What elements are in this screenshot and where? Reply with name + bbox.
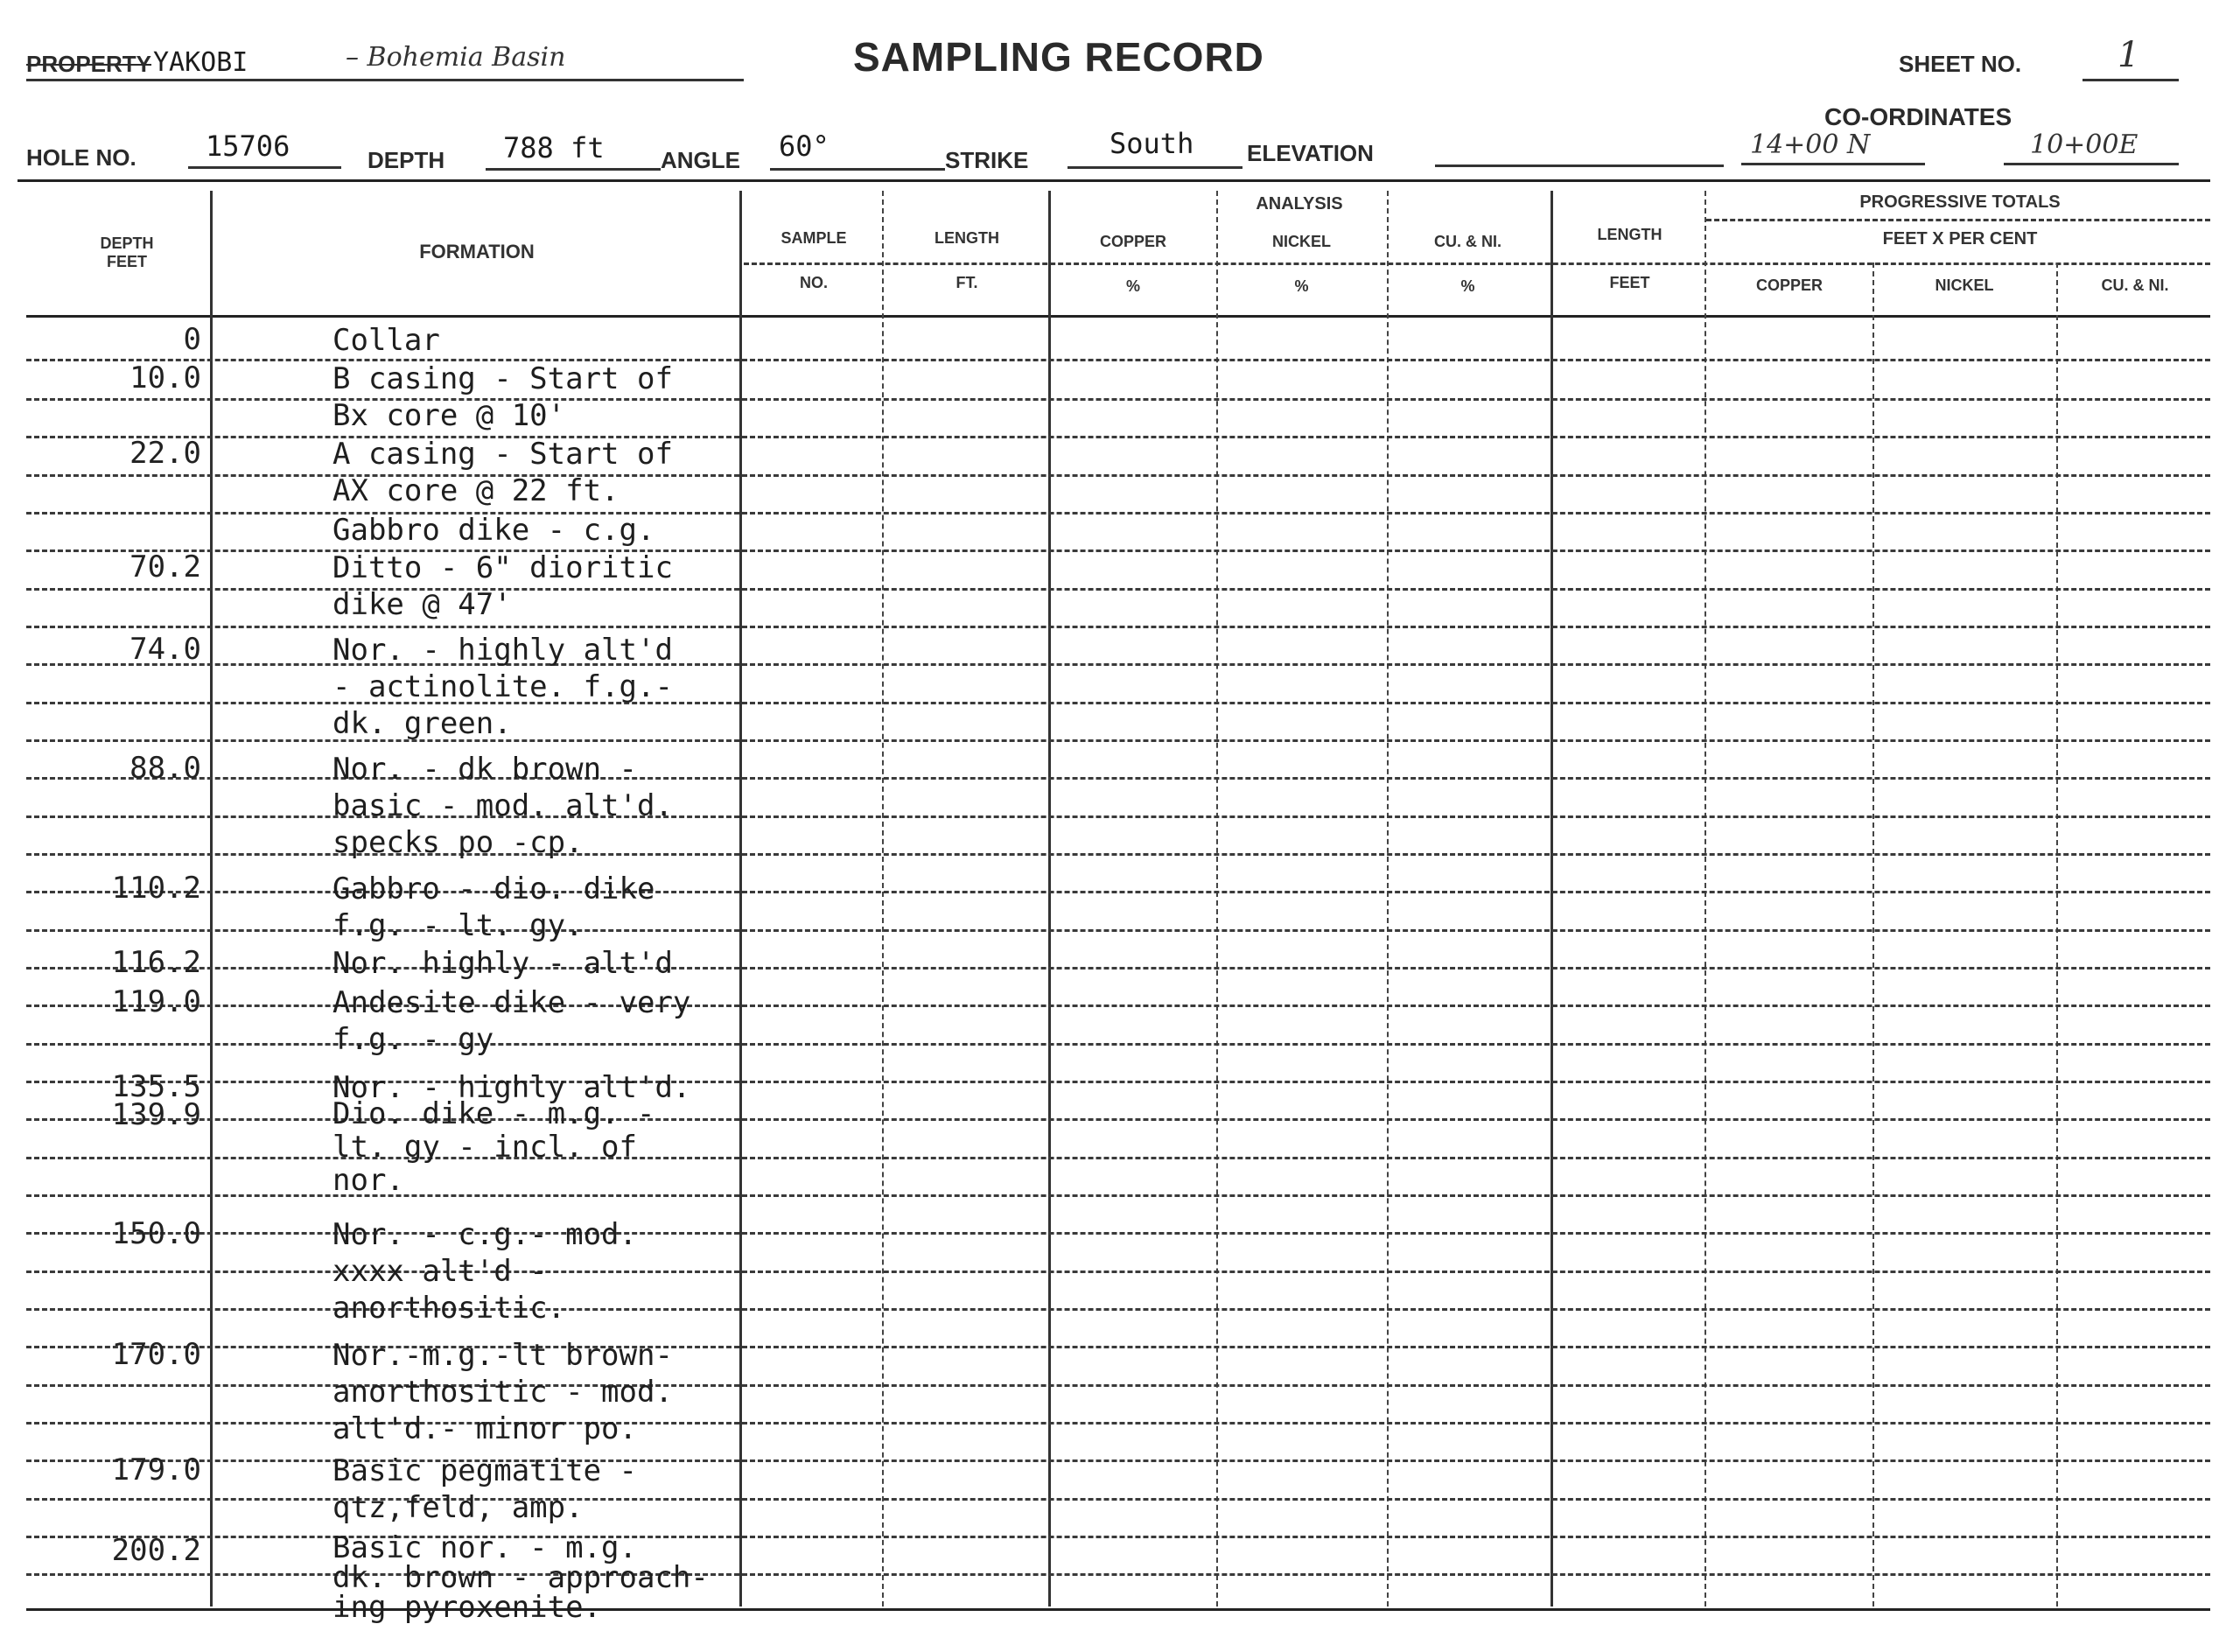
- formation-text: Nor.-m.g.-lt brown- anorthositic - mod. alt'd.- minor po.: [332, 1338, 673, 1446]
- elevation-underline: [1435, 164, 1724, 167]
- formation-text: Dio. dike - m.g. - lt. gy - incl. of nor.: [332, 1096, 655, 1198]
- property-value: YAKOBI: [153, 47, 248, 78]
- angle-underline: [770, 168, 945, 171]
- formation-text: Nor. - c.g.- mod. xxxx alt'd - anorthositic.: [332, 1217, 637, 1326]
- hole-underline: [188, 166, 341, 169]
- coordinate-north: 14+00 N: [1750, 130, 1871, 160]
- depth-value: 170.0: [111, 1337, 201, 1372]
- coord-e-underline: [2004, 163, 2179, 165]
- strike-value: South: [1110, 127, 1194, 160]
- depth-value: 22.0: [130, 436, 201, 471]
- formation-text: Ditto - 6" dioritic dike @ 47': [332, 550, 673, 622]
- col-length: LENGTH FT.: [934, 229, 999, 291]
- row-rule: [26, 626, 2210, 628]
- formation-text: Basic pegmatite - qtz,feld, amp.: [332, 1453, 637, 1525]
- formation-text: A casing - Start of AX core @ 22 ft.: [332, 437, 673, 508]
- vline-nickel: [1387, 191, 1389, 1606]
- angle-label: ANGLE: [661, 147, 740, 173]
- col-analysis: ANALYSIS: [1256, 194, 1343, 214]
- depth-value: 0: [183, 322, 201, 357]
- coordinate-east: 10+00E: [2030, 130, 2138, 160]
- vline-pt-nickel: [2056, 262, 2058, 1606]
- col-nickel: NICKEL %: [1272, 233, 1331, 295]
- formation-text: B casing - Start of Bx core @ 10': [332, 361, 673, 433]
- header-bottom-rule: [26, 315, 2210, 318]
- depth-value: 119.0: [111, 984, 201, 1019]
- depth-value: 74.0: [130, 632, 201, 667]
- formation-text: Collar: [332, 323, 440, 358]
- sheet-no-label: SHEET NO.: [1899, 51, 2022, 77]
- col-feet-x-percent: FEET X PER CENT: [1882, 229, 2038, 248]
- col-depth-feet: DEPTH FEET: [100, 234, 154, 270]
- col-sample: SAMPLE NO.: [780, 229, 847, 291]
- col-pt-copper: COPPER: [1755, 276, 1824, 294]
- col-formation: FORMATION: [419, 241, 535, 262]
- page-title: SAMPLING RECORD: [853, 34, 1264, 80]
- depth-value: 179.0: [111, 1452, 201, 1488]
- depth-value: 70.2: [130, 550, 201, 584]
- strike-label: STRIKE: [945, 147, 1029, 173]
- sheet-no-value: 1: [2118, 35, 2140, 75]
- depth-underline: [486, 168, 661, 171]
- formation-text: Nor. - dk brown - basic - mod. alt'd. specks po -cp.: [332, 752, 673, 860]
- formation-text: Andesite dike - very f.g. - gy: [332, 985, 691, 1057]
- property-label: PROPERTY: [26, 51, 152, 77]
- hole-no-value: 15706: [206, 130, 290, 163]
- property-handwritten: – Bohemia Basin: [346, 42, 566, 73]
- formation-text: Gabbro - dio. dike f.g. - lt. gy.: [332, 872, 655, 943]
- vline-formation: [739, 191, 742, 1606]
- depth-value: 135.5: [111, 1069, 201, 1104]
- property-underline: [26, 79, 744, 81]
- col-copper: COPPER %: [1099, 233, 1167, 295]
- header-rule: [18, 179, 2210, 182]
- units-rule: [744, 262, 2210, 265]
- elevation-label: ELEVATION: [1247, 140, 1374, 166]
- coordinates-label: CO-ORDINATES: [1824, 103, 2012, 130]
- depth-value: 110.2: [111, 871, 201, 906]
- col-cu-ni: CU. & NI. %: [1433, 233, 1502, 295]
- coord-n-underline: [1741, 163, 1925, 165]
- sheet-no-underline: [2082, 79, 2179, 81]
- angle-value: 60°: [779, 130, 830, 163]
- formation-text: Nor. highly - alt'd: [332, 946, 673, 981]
- depth-value: 200.2: [111, 1533, 201, 1568]
- vline-cuni: [1550, 191, 1553, 1606]
- formation-text: Gabbro dike - c.g.: [332, 513, 655, 548]
- strike-underline: [1068, 166, 1242, 169]
- vline-length2: [1704, 191, 1706, 1606]
- formation-text: Basic nor. - m.g. dk. brown - approach- ing pyroxenite.: [332, 1530, 709, 1625]
- col-progressive-totals: PROGRESSIVE TOTALS: [1859, 192, 2061, 212]
- col-pt-cu-ni: CU. & NI.: [2101, 276, 2169, 294]
- hole-no-label: HOLE NO.: [26, 144, 136, 171]
- depth-value: 788 ft: [503, 131, 605, 164]
- formation-text: Nor. - highly alt'd - actinolite. f.g.- dk. green.: [332, 633, 673, 741]
- formation-text: Nor. - highly alt'd.: [332, 1070, 691, 1105]
- progressive-rule: [1706, 219, 2210, 221]
- depth-value: 150.0: [111, 1216, 201, 1251]
- depth-value: 10.0: [130, 360, 201, 396]
- depth-value: 116.2: [111, 945, 201, 980]
- vline-depth: [210, 191, 213, 1606]
- depth-label: DEPTH: [368, 147, 445, 173]
- vline-sample: [882, 191, 884, 1606]
- vline-length: [1048, 191, 1051, 1606]
- col-pt-nickel: NICKEL: [1935, 276, 1994, 294]
- vline-pt-copper: [1872, 262, 1874, 1606]
- depth-value: 139.9: [111, 1097, 201, 1132]
- depth-value: 88.0: [130, 751, 201, 786]
- col-length-feet: LENGTH FEET: [1597, 226, 1662, 291]
- vline-copper: [1216, 191, 1218, 1606]
